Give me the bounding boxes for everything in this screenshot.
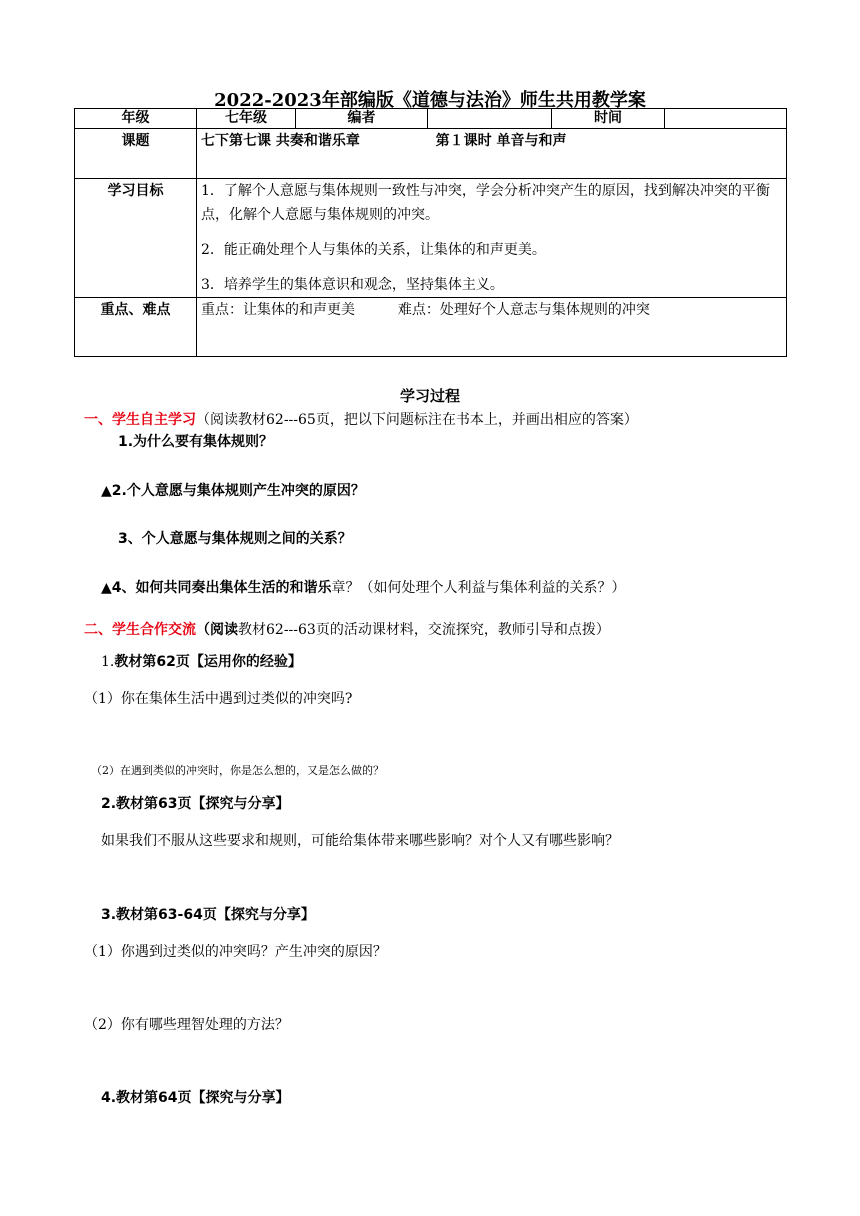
page-title: 2022-2023年部编版《道德与法治》师生共用教学案 xyxy=(214,90,646,111)
difficult-point: 难点：处理好个人意志与集体规则的冲突 xyxy=(397,302,650,318)
goal-item: 3．培养学生的集体意识和观念，坚持集体主义。 xyxy=(201,277,504,293)
section2-heading-line xyxy=(84,620,610,640)
item-3-question-2: （2）你有哪些理智处理的方法？ xyxy=(84,1017,289,1033)
goal-item: 2．能正确处理个人与集体的关系，让集体的和声更美。 xyxy=(201,242,546,258)
topic-row xyxy=(75,129,787,179)
section1-heading: 一、学生自主学习 xyxy=(84,412,196,428)
section1-heading-line xyxy=(84,410,638,430)
item-1 xyxy=(101,652,302,672)
goals-row xyxy=(75,179,787,298)
key-points-row xyxy=(75,298,787,357)
question-3: 3、个人意愿与集体规则之间的关系？ xyxy=(118,531,352,547)
question-4-bold: ▲4、如何共同奏出集体生活的和谐乐 xyxy=(101,580,332,596)
topic-cell xyxy=(197,129,787,179)
goals-label: 学习目标 xyxy=(75,179,197,298)
goal-item: 1．了解个人意愿与集体规则一致性与冲突，学会分析冲突产生的原因，找到解决冲突的平衡点，化解个人意愿与集体规则的冲突。 xyxy=(201,183,770,223)
item-2: 2.教材第63页【探究与分享】 xyxy=(101,796,290,812)
editor-label: 编者 xyxy=(296,109,428,129)
header-row xyxy=(75,109,787,129)
item-1-prefix: 1. xyxy=(101,654,115,670)
key-point: 重点：让集体的和声更美 xyxy=(201,302,355,318)
item-1-title: 教材第62页【运用你的经验】 xyxy=(114,654,302,670)
item-4: 4.教材第64页【探究与分享】 xyxy=(101,1090,290,1106)
question-2: ▲2.个人意愿与集体规则产生冲突的原因？ xyxy=(101,483,365,499)
item-3-question-1: （1）你遇到过类似的冲突吗？产生冲突的原因？ xyxy=(84,944,387,960)
time-value xyxy=(665,109,787,129)
lesson-info-table xyxy=(74,108,787,357)
item-2-question: 如果我们不服从这些要求和规则，可能给集体带来哪些影响？对个人又有哪些影响？ xyxy=(101,833,619,849)
section1-note: （阅读教材62---65页，把以下问题标注在书本上，并画出相应的答案） xyxy=(196,412,638,428)
item-3: 3.教材第63-64页【探究与分享】 xyxy=(101,907,315,923)
section2-note-bold: （阅读 xyxy=(196,622,238,638)
editor-value xyxy=(428,109,552,129)
grade-value: 七年级 xyxy=(197,109,296,129)
item-1-question-2: （2）在遇到类似的冲突时，你是怎么想的，又是怎么做的？ xyxy=(91,764,384,777)
goals-cell xyxy=(197,179,787,298)
time-label: 时间 xyxy=(552,109,665,129)
process-title: 学习过程 xyxy=(399,387,460,405)
question-4-rest: 章？（如何处理个人利益与集体利益的关系？） xyxy=(331,580,626,596)
question-1: 1.为什么要有集体规则？ xyxy=(118,434,274,450)
key-label: 重点、难点 xyxy=(75,298,197,357)
lesson-value: 第１课时 单音与和声 xyxy=(435,133,567,149)
question-4 xyxy=(101,578,626,598)
section2-heading: 二、学生合作交流 xyxy=(84,622,196,638)
section2-note: 教材62---63页的活动课材料，交流探究，教师引导和点拨） xyxy=(238,622,610,638)
topic-value: 七下第七课 共奏和谐乐章 xyxy=(201,133,360,149)
topic-label: 课题 xyxy=(75,129,197,179)
item-1-question-1: （1）你在集体生活中遇到过类似的冲突吗? xyxy=(84,691,353,707)
grade-label: 年级 xyxy=(75,109,197,129)
key-cell xyxy=(197,298,787,357)
